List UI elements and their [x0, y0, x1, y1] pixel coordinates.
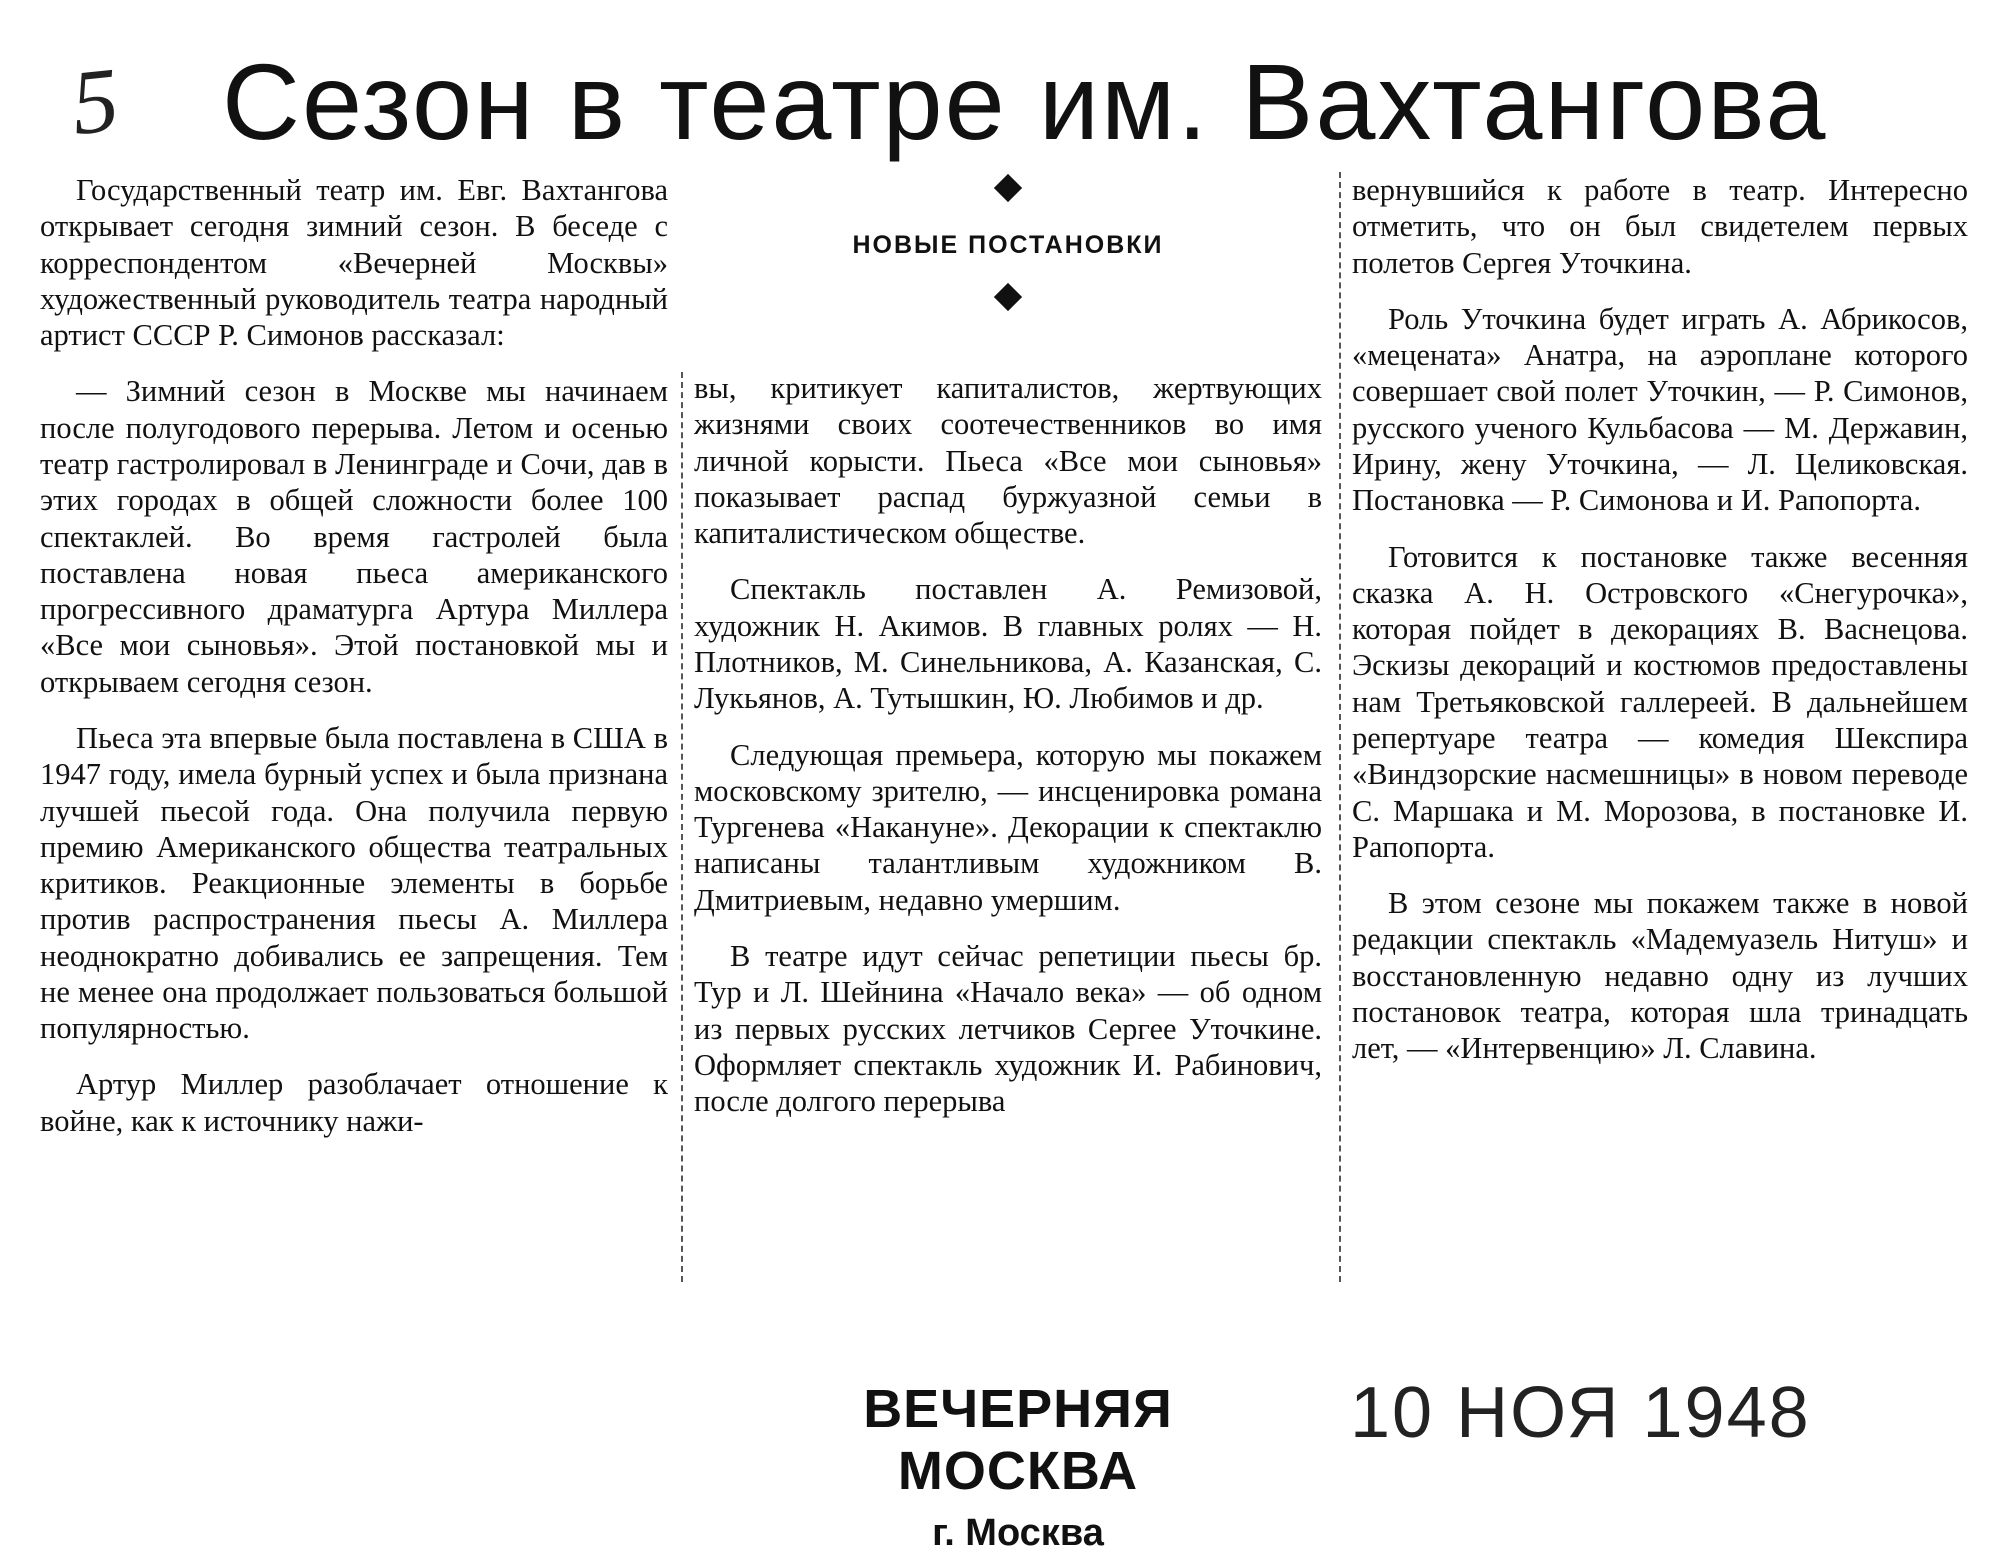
paragraph: Пьеса эта впервые была поставлена в США в 1947 году, имела бурный успех и была признана лучшей пьесой года. Она получила первую премию Американского общества театральных критиков. Реакционные элементы в борьбе против распространения пьесы А. Миллера неоднократно добивались ее запрещения. Тем не менее она продолжает пользоваться большой популярностью. [40, 720, 668, 1046]
paragraph: Государственный театр им. Евг. Вахтангова открывает сегодня зимний сезон. В беседе с корреспондентом «Вечерней Москвы» художественный руководитель театра народный артист СССР Р. Симонов рассказал: [40, 173, 668, 353]
paragraph: — Зимний сезон в Москве мы начинаем после полугодового перерыва. Летом и осенью театр гастролировал в Ленинграде и Сочи, дав в этих городах в общей сложности более 100 спектаклей. Во время гастролей была поставлена новая пьеса американского прогрессивного драматурга Артура Миллера «Все мои сыновья». Этой постановкой мы и открываем сегодня сезон. [40, 374, 668, 699]
stamp-paper-name: ВЕЧЕРНЯЯ МОСКВА [863, 1379, 1173, 1501]
paragraph: вы, критикует капиталистов, жертвующих жизнями своих соотечественников во имя личной корысти. Пьеса «Все мои сыновья» показывает распад буржуазной семьи в капиталистическом обществе. [694, 371, 1322, 551]
paragraph: В этом сезоне мы покажем также в новой редакции спектакль «Мадемуазель Нитуш» и восстановленную недавно одну из лучших постановок театра, которая шла тринадцать лет, — «Интервенцию» Л. Славина. [1352, 886, 1968, 1066]
article-column-1 [40, 172, 668, 1159]
paragraph: вернувшийся к работе в театр. Интересно отметить, что он был свидетелем первых полетов Сергея Уточкина. [1352, 173, 1968, 280]
stamp-date: 10 НОЯ 1948 [1350, 1373, 1811, 1453]
column-divider [1339, 172, 1341, 1282]
paragraph: Роль Уточкина будет играть А. Абрикосов, «мецената» Анатра, на аэроплане которого совершает свой полет Уточкин, — Р. Симонов, русского ученого Кульбасова — М. Державин, Ирину, жену Уточкина, — Л. Целиковская. Постановка — Р. Симонова и И. Рапопорта. [1352, 301, 1968, 518]
article-column-3 [1352, 172, 1968, 1086]
paragraph: Следующая премьера, которую мы покажем московскому зрителю, — инсценировка романа Тургенева «Накануне». Декорации к спектаклю написаны талантливым художником В. Дмитриевым, недавно умершим. [694, 737, 1322, 917]
subhead-block [694, 172, 1322, 318]
paragraph: Спектакль поставлен А. Ремизовой, художник Н. Акимов. В главных ролях — Н. Плотников, М. Синельникова, А. Казанская, С. Лукьянов, А. Тутышкин, Ю. Любимов и др. [694, 572, 1322, 716]
paragraph: Готовится к постановке также весенняя сказка А. Н. Островского «Снегурочка», которая пойдет в декорациях В. Васнецова. Эскизы декораций и костюмов предоставлены нам Третьяковской галлереей. В дальнейшем репертуаре театра — комедия Шекспира «Виндзорские насмешницы» в новом переводе С. Маршака и М. Морозова, в постановке И. Рапопорта. [1352, 539, 1968, 864]
newspaper-stamp [798, 1378, 1238, 1555]
column-divider [681, 372, 683, 1282]
headline: Сезон в театре им. Вахтангова [222, 41, 1828, 162]
diamond-ornament-icon [994, 283, 1022, 311]
paragraph: В театре идут сейчас репетиции пьесы бр. Тур и Л. Шейнина «Начало века» — об одном из первых русских летчиков Сергее Уточкине. Оформляет спектакль художник И. Рабинович, после долгого перерыва [694, 938, 1322, 1119]
subhead: НОВЫЕ ПОСТАНОВКИ [852, 231, 1164, 259]
paragraph: Артур Миллер разоблачает отношение к войне, как к источнику нажи- [40, 1067, 668, 1138]
diamond-ornament-icon [994, 174, 1022, 202]
handwritten-page-number: 5 [66, 47, 124, 155]
article-column-2 [694, 370, 1322, 1139]
stamp-city: г. Москва [932, 1512, 1104, 1554]
